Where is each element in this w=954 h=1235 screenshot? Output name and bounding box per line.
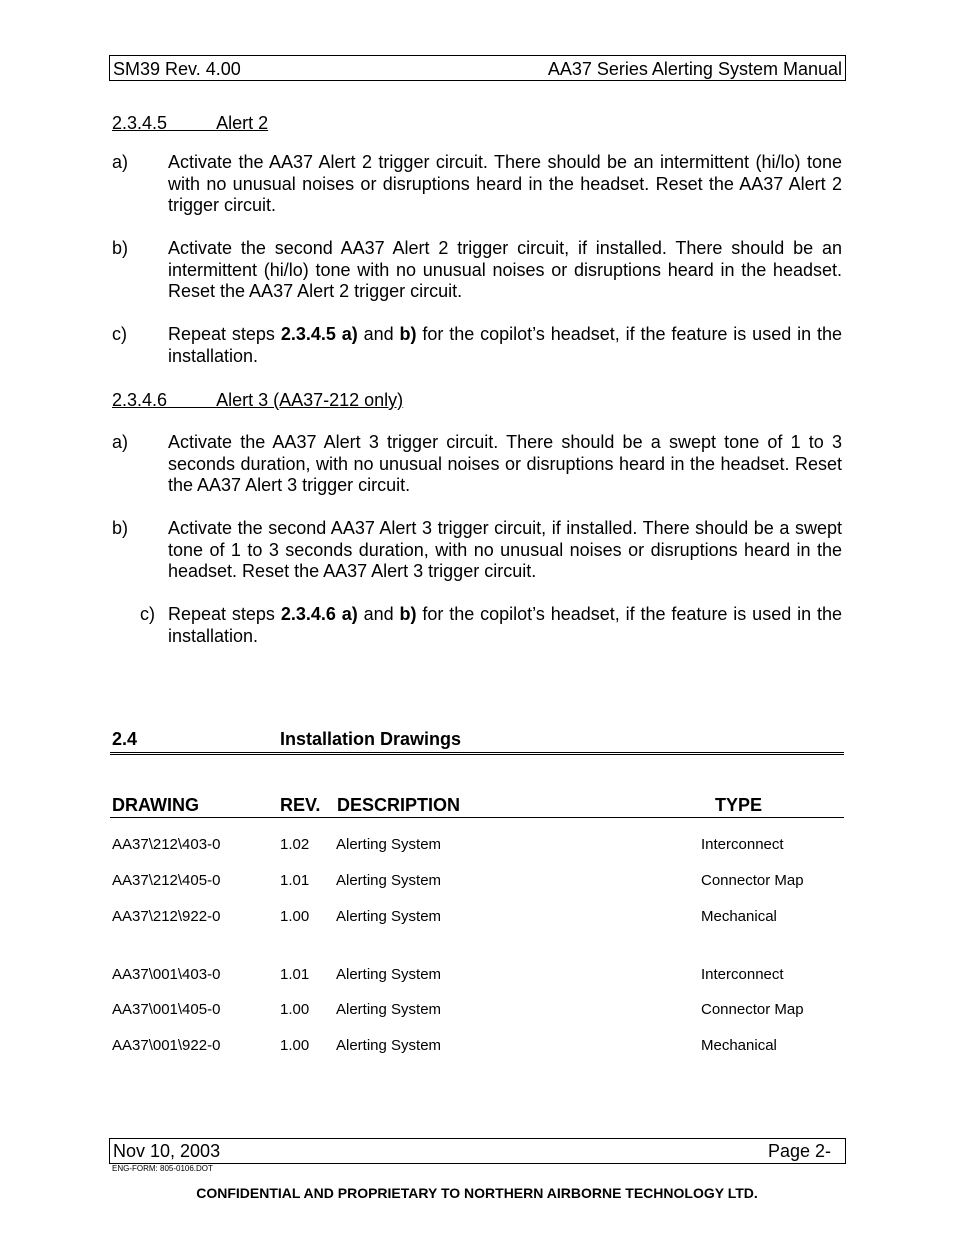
list-item bbox=[112, 152, 842, 217]
column-header-type: TYPE bbox=[715, 795, 763, 815]
section-title: Alert 3 (AA37-212 only) bbox=[216, 390, 404, 410]
item-label: a) bbox=[112, 152, 129, 172]
confidential-notice: CONFIDENTIAL AND PROPRIETARY TO NORTHERN AIRBORNE TECHNOLOGY LTD. bbox=[196, 1185, 758, 1201]
cell-rev: 1.00 bbox=[280, 1037, 310, 1054]
item-text: Repeat steps 2.3.4.6 a) and b) for the copilot’s headset, if the feature is used in the installation. bbox=[168, 604, 842, 646]
list-item bbox=[112, 238, 842, 303]
table-row bbox=[112, 908, 842, 926]
section-title: Alert 2 bbox=[216, 113, 269, 133]
column-header-rev: REV. bbox=[280, 795, 321, 815]
table-row bbox=[112, 1037, 842, 1055]
cell-rev: 1.02 bbox=[280, 836, 310, 853]
section-heading-drawings bbox=[110, 728, 844, 755]
item-text: Activate the AA37 Alert 3 trigger circuit. There should be a swept tone of 1 to 3 seconds duration, with no unusual noises or disruptions heard in the headset. Reset the AA37 Alert 3 trigger circuit. bbox=[168, 432, 842, 495]
step-ref: b) bbox=[399, 324, 417, 344]
cell-drawing: AA37\212\405-0 bbox=[112, 872, 221, 889]
section-heading-alert2 bbox=[112, 113, 268, 134]
table-header bbox=[110, 795, 844, 818]
cell-type: Interconnect bbox=[701, 836, 784, 853]
item-label: c) bbox=[112, 324, 127, 344]
list-item bbox=[112, 604, 842, 647]
item-text: Repeat steps 2.3.4.5 a) and b) for the copilot’s headset, if the feature is used in the installation. bbox=[168, 324, 842, 366]
cell-description: Alerting System bbox=[336, 836, 442, 853]
cell-drawing: AA37\001\403-0 bbox=[112, 966, 221, 983]
section-title: Installation Drawings bbox=[280, 729, 462, 749]
cell-drawing: AA37\212\922-0 bbox=[112, 908, 221, 925]
item-label: b) bbox=[112, 518, 129, 538]
section-number: 2.4 bbox=[112, 729, 138, 749]
cell-description: Alerting System bbox=[336, 872, 442, 889]
item-label: c) bbox=[140, 604, 155, 624]
step-ref: 2.3.4.6 a) bbox=[280, 604, 358, 624]
item-text: Activate the AA37 Alert 2 trigger circuit. There should be an intermittent (hi/lo) tone with no unusual noises or disruptions heard in the headset. Reset the AA37 Alert 2 trigger circuit. bbox=[168, 152, 842, 215]
section-heading-alert3 bbox=[112, 390, 403, 411]
cell-type: Connector Map bbox=[701, 1001, 804, 1018]
cell-description: Alerting System bbox=[336, 1037, 442, 1054]
cell-rev: 1.01 bbox=[280, 966, 310, 983]
item-label: b) bbox=[112, 238, 129, 258]
step-ref: b) bbox=[399, 604, 417, 624]
form-id: ENG-FORM: 805-0106.DOT bbox=[112, 1164, 213, 1173]
cell-rev: 1.00 bbox=[280, 1001, 310, 1018]
footer-date: Nov 10, 2003 bbox=[113, 1141, 221, 1161]
cell-description: Alerting System bbox=[336, 908, 442, 925]
list-item bbox=[112, 324, 842, 367]
doc-revision: SM39 Rev. 4.00 bbox=[113, 59, 241, 79]
cell-rev: 1.01 bbox=[280, 872, 310, 889]
cell-type: Mechanical bbox=[701, 1037, 777, 1054]
table-row bbox=[112, 836, 842, 854]
cell-rev: 1.00 bbox=[280, 908, 310, 925]
cell-drawing: AA37\001\922-0 bbox=[112, 1037, 221, 1054]
column-header-description: DESCRIPTION bbox=[337, 795, 461, 815]
cell-drawing: AA37\001\405-0 bbox=[112, 1001, 221, 1018]
cell-type: Mechanical bbox=[701, 908, 777, 925]
section-number: 2.3.4.6 bbox=[112, 390, 168, 410]
step-ref: 2.3.4.5 a) bbox=[280, 324, 358, 344]
section-number: 2.3.4.5 bbox=[112, 113, 168, 133]
cell-description: Alerting System bbox=[336, 1001, 442, 1018]
column-header-drawing: DRAWING bbox=[112, 795, 199, 815]
item-text: Activate the second AA37 Alert 2 trigger circuit, if installed. There should be an intermittent (hi/lo) tone with no unusual noises or disruptions heard in the headset. Reset the AA37 Alert 2 trigger circuit. bbox=[168, 238, 842, 301]
item-text: Activate the second AA37 Alert 3 trigger circuit, if installed. There should be a swept tone of 1 to 3 seconds duration, with no unusual noises or disruptions heard in the headset. Reset the AA37 Alert 3 trigger circuit. bbox=[168, 518, 842, 581]
page-footer bbox=[109, 1138, 846, 1164]
list-item bbox=[112, 432, 842, 497]
cell-drawing: AA37\212\403-0 bbox=[112, 836, 221, 853]
item-label: a) bbox=[112, 432, 129, 452]
table-row bbox=[112, 966, 842, 984]
table-row bbox=[112, 872, 842, 890]
page-header bbox=[109, 55, 846, 81]
doc-title: AA37 Series Alerting System Manual bbox=[547, 59, 842, 79]
table-row bbox=[112, 1001, 842, 1019]
page-number: Page 2- bbox=[767, 1141, 831, 1161]
cell-type: Interconnect bbox=[701, 966, 784, 983]
cell-type: Connector Map bbox=[701, 872, 804, 889]
cell-description: Alerting System bbox=[336, 966, 442, 983]
list-item bbox=[112, 518, 842, 583]
